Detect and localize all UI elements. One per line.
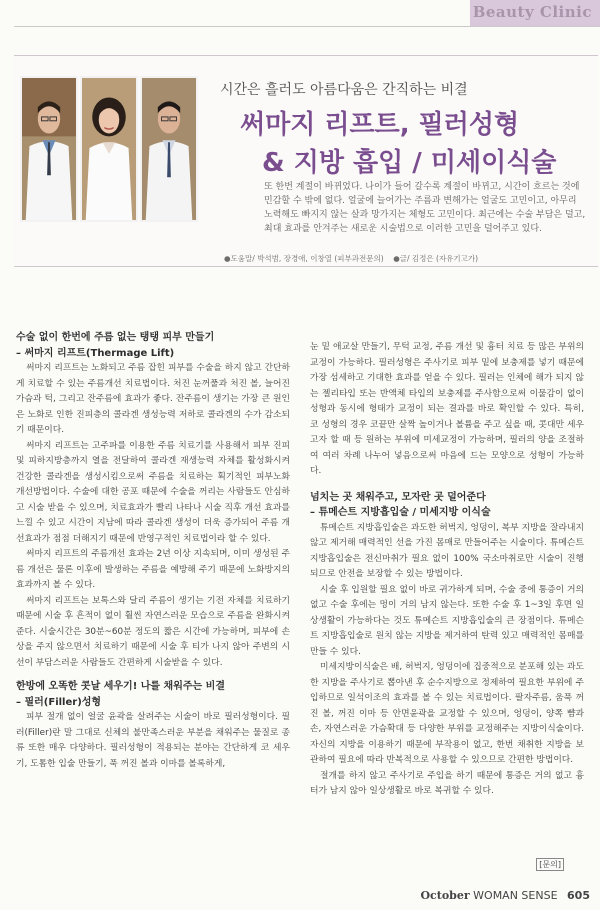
feature-title-line-2: & 지방 흡입 / 미세이식술 [262, 148, 557, 178]
section-3-heading: 넘치는 곳 채워주고, 모자란 곳 덜어준다 [310, 491, 486, 503]
section-1-subheading: – 써마지 리프트(Thermage Lift) [16, 347, 175, 359]
section-tab [470, 0, 600, 26]
section-2-paragraph: 눈 밑 애교살 만들기, 무턱 교정, 주름 개선 및 흉터 치료 등 많은 부위의 교정이 가능하다. 필러성형은 주사기로 피부 밑에 보충제를 넣기 때문에 가장 섬세하고 기대한 효과를 얻을 수 있다. 필러는 인체에 해가 되지 않는 젤리타입 또는 반액체 타입의 보충제를 주사함으로써 이물감이 없이 성형과 동시에 형태가 교정이 되는 결과를 바로 확인할 수 있다. 특히, 코 성형의 경우 코끝만 살짝 높이거나 볼륨을 주고 싶을 때, 콧대만 세우고자 할 때 등 원하는 부위에 미세교정이 가능하며, 필러의 양을 조절하여 여러 차례 나누어 넣음으로써 마음에 드는 모양으로 성형이 가능하다. [310, 342, 584, 476]
section-3-paragraph: 절개를 하지 않고 주사기로 주입을 하기 때문에 통증은 거의 없고 흉터가 남지 않아 일상생활로 바로 복귀할 수 있다. [310, 770, 584, 796]
section-3-paragraph: 미세지방이식술은 배, 허벅지, 엉덩이에 집중적으로 분포해 있는 과도한 지방을 주사기로 뽑아낸 후 순수지방으로 정제하여 필요한 부위에 주입하므로 일석이조의 효과를 볼 수 있는 치료법이다. 팔자주름, 움푹 꺼진 볼, 꺼진 이마 등 안면윤곽을 교정할 수 있으며, 엉덩이, 양쪽 뺨과 손, 자연스러운 가슴확대 등 다양한 부위를 교정해주는 지방이식술이다. 자신의 지방을 이용하기 때문에 부작용이 없고, 한번 채취한 지방을 보관하여 필요에 따라 반복적으로 사용할 수 있으므로 간편한 방법이다. [310, 662, 584, 765]
section-2-subheading: – 필러(Filler)성형 [16, 696, 102, 708]
footer-magazine: WOMAN SENSE [473, 889, 558, 902]
section-1-paragraph: 써마지 리프트는 보톡스와 달리 주름이 생기는 기전 자체를 치료하기 때문에 시술 후 흔적이 없이 훨씬 자연스러운 모습으로 주름을 완화시켜 준다. 시술시간은 30분~60분 정도의 짧은 시간에 가능하며, 피부에 손상을 주지 않으면서 치료하기 때문에 시술 후 티가 나지 않아 주변의 시선이 부담스러운 사람들도 간편하게 시술받을 수 있다. [16, 595, 290, 668]
page-footer [420, 889, 590, 902]
doctor-photo-1 [20, 76, 78, 222]
section-3-paragraph: 튜메슨트 지방흡입술은 과도한 허벅지, 엉덩이, 복부 지방을 잘라내지 않고 제거해 매력적인 선을 가진 몸매로 만들어주는 시술이다. 튜메슨트 지방흡입술은 전신마취가 필요 없이 100% 국소마취로만 시술이 진행되므로 안전을 보장할 수 있는 방법이다. [310, 522, 584, 579]
feature-credits [224, 253, 478, 264]
doctor-photo-3 [140, 76, 198, 222]
credits-source: ●도움말/ 박석범, 장경애, 이창열 (피부과전문의) [224, 254, 384, 263]
page-number: 605 [567, 889, 590, 902]
section-tab-label: Beauty Clinic [472, 3, 592, 21]
feature-intro: 또 한번 계절이 바뀌었다. 나이가 들어 갈수록 계절이 바뀌고, 시간이 흐르는 것에 민감할 수 밖에 없다. 얼굴에 늘어가는 주름과 변해가는 얼굴도 고민이고, 아무리 노력해도 빠지지 않는 살과 망가지는 체형도 고민이다. 최근에는 수술 부담은 덜고, 최대 효과를 안겨주는 새로운 시술법으로 이러한 고민을 덜어주고 있다. [264, 182, 586, 234]
feature-subtitle: 시간은 흘러도 아름다움은 간직하는 비결 [220, 82, 468, 98]
doctor-photo-2 [80, 76, 138, 222]
article-column-right [310, 340, 584, 800]
header-rule [14, 26, 600, 27]
section-3-paragraph: 시술 후 입원할 필요 없이 바로 귀가하게 되며, 수술 중에 통증이 거의 없고 수술 후에는 멍이 거의 남지 않는다. 또한 수술 후 1~3일 후면 일상생활이 가능하다는 것도 튜메슨트 지방흡입술의 큰 장점이다. 튜메슨트 지방흡입술로 원치 않는 지방을 제거하여 탄력 있고 매력적인 몸매를 만들 수 있다. [310, 584, 584, 657]
section-2-paragraph: 피부 절개 없이 얼굴 윤곽을 살려주는 시술이 바로 필러성형이다. 필러(Filler)란 말 그대로 신체의 불만족스러운 부분을 채워주는 물질로 종류 또한 매우 다양하다. 필러성형이 적용되는 분야는 간단하게 코 세우기, 도톰한 입술 만들기, 푹 꺼진 볼과 이마를 볼록하게, [16, 712, 290, 769]
footer-month: October [420, 889, 470, 902]
section-3-subheading: – 튜메슨트 지방흡입술 / 미세지방 이식술 [310, 507, 491, 518]
article-column-left [16, 330, 290, 772]
section-2-heading: 한방에 오똑한 콧날 세우기! 나를 채워주는 비결 [16, 681, 225, 692]
section-1-paragraph: 써마지 리프트는 노화되고 주름 잡힌 피부를 수술을 하지 않고 간단하게 치료할 수 있는 주름개선 치료법이다. 처진 눈꺼풀과 처진 볼, 늘어진 가슴과 턱, 그리고 잔주름에 효과가 좋다. 잔주름이 생기는 가장 큰 원인은 노화로 인한 진피층의 콜라겐 생성능력 저하로 콜라겐의 수가 감소되기 때문이다. [16, 363, 290, 435]
inquiry-badge: [문의] [536, 858, 564, 871]
feature-title-line-1: 써마지 리프트, 필러성형 [240, 110, 520, 140]
section-1-heading: 수술 없이 한번에 주름 없는 탱탱 피부 만들기 [16, 332, 215, 343]
section-1-paragraph: 써마지 리프트의 주름개선 효과는 2년 이상 지속되며, 이미 생성된 주름 개선은 물론 이후에 발생하는 주름을 예방해 주기 때문에 노화방지의 효과까지 볼 수 있다. [16, 549, 290, 590]
credits-author: ●글/ 김정은 (자유기고가) [393, 254, 479, 263]
section-1-paragraph: 써마지 리프트는 고주파를 이용한 주름 치료기를 사용해서 피부 진피 및 피하지방층까지 열을 전달하여 콜라겐 재생능력 자체를 활성화시켜 건강한 콜라겐을 생성시킴으로써 주름을 치료하는 획기적인 피부노화 개선방법이다. 수술에 대한 공포 때문에 수술을 꺼리는 사람들도 안심하고 시술 받을 수 있으며, 치료효과가 빨리 나타나 시술 직후 개선 효과를 느낄 수 있고 시간이 지남에 따라 콜라겐 생성이 더욱 증가되어 주름 개선효과가 점점 더해지기 때문에 반영구적인 치료법이라 할 수 있다. [16, 440, 290, 544]
